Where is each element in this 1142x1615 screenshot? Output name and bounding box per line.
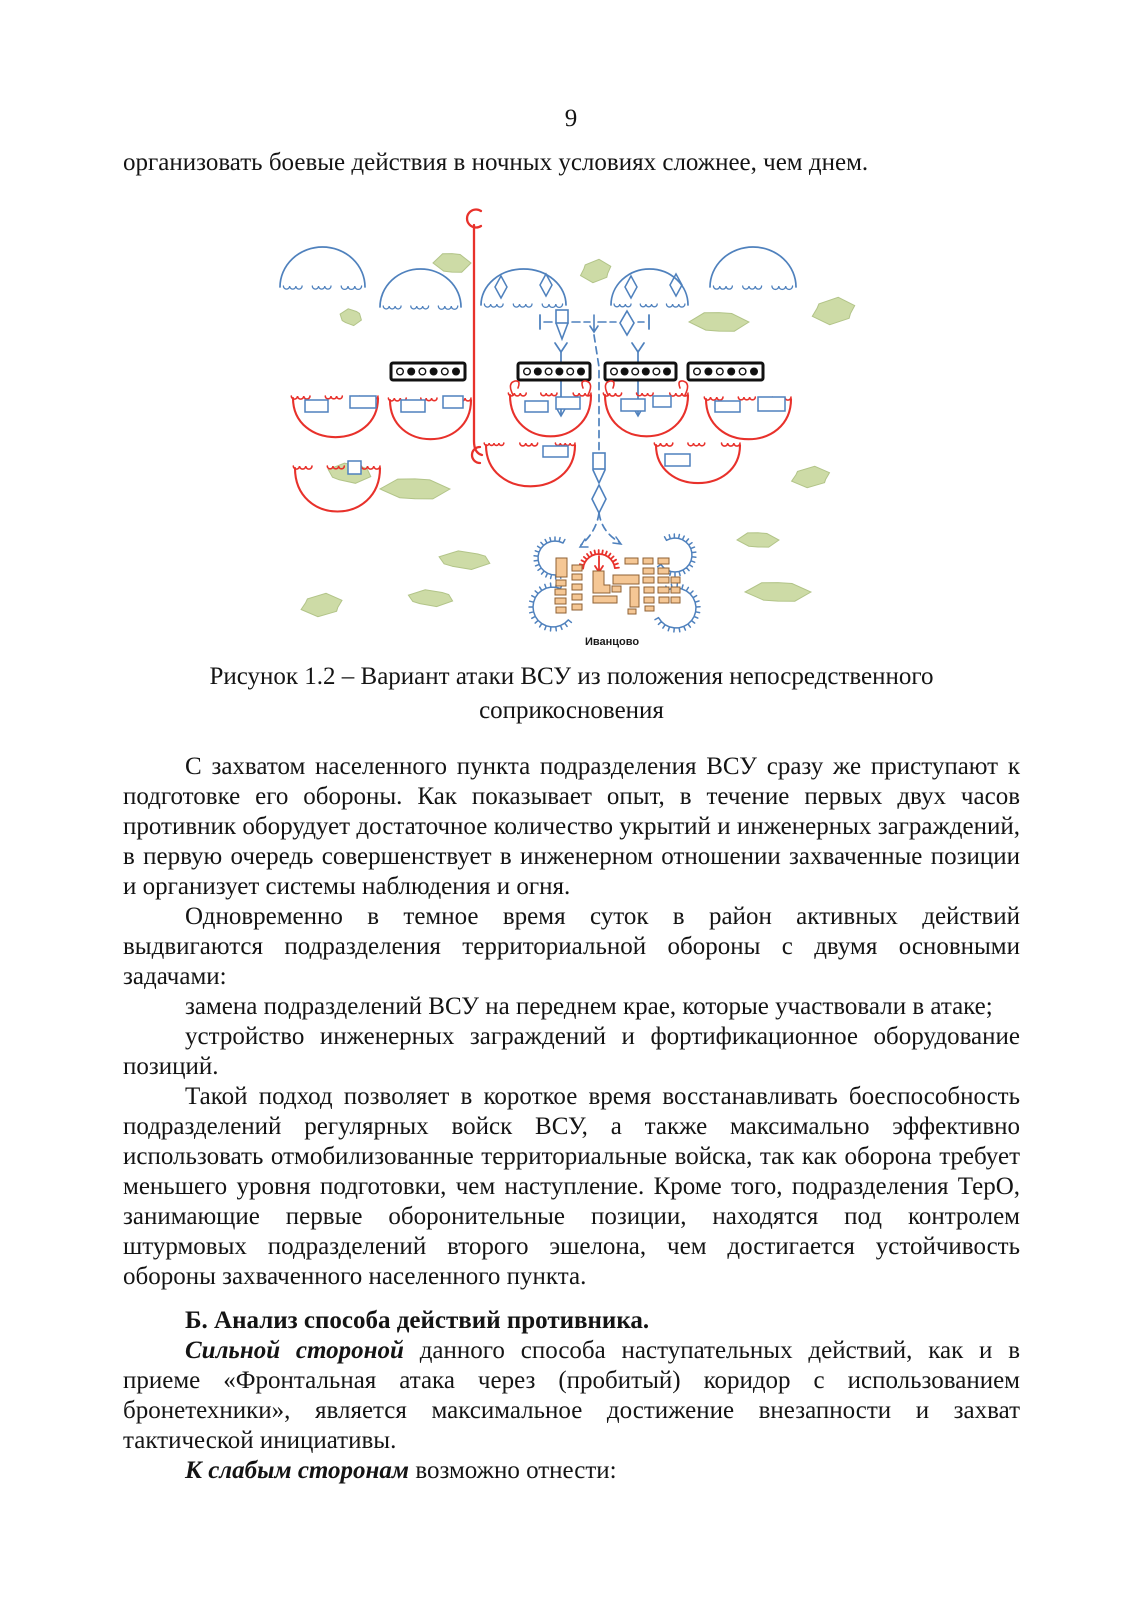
- building: [556, 580, 566, 586]
- column-symbol: [593, 453, 605, 469]
- building: [572, 604, 582, 610]
- vegetation-blob: [380, 479, 450, 499]
- building: [671, 587, 680, 593]
- vegetation-blob: [812, 297, 854, 324]
- building: [645, 606, 654, 611]
- pennant-symbol: [556, 310, 568, 323]
- unit-rectangle: [621, 399, 645, 411]
- building: [556, 558, 567, 577]
- building: [593, 571, 610, 593]
- mine-dot: [705, 368, 712, 375]
- vegetation-blob: [745, 583, 811, 602]
- paragraph: Одновременно в темное время суток в район активных действий выдвигаются подразделения территориальной обороны с двумя основными задачами:: [123, 903, 1020, 990]
- building: [644, 587, 654, 593]
- mine-dot: [739, 368, 746, 375]
- map-graphics: [280, 210, 855, 632]
- front-line: [474, 225, 482, 455]
- building: [658, 577, 669, 583]
- building: [612, 586, 621, 592]
- mine-dot: [535, 368, 542, 375]
- red-arrow: [595, 556, 603, 572]
- building: [671, 597, 680, 603]
- vegetation-blob: [792, 466, 830, 487]
- y-fork-symbol: [555, 343, 567, 352]
- tactical-map-svg: [228, 195, 918, 660]
- building: [572, 574, 582, 580]
- unit-rectangle: [350, 396, 376, 408]
- building: [658, 558, 669, 564]
- strength-rest: данного способа наступательных действий, как и в приеме «Фронтальная атака через (пробитый) коридор с использованием бронетехники», является максимальное достижение внезапности и захват тактической инициативы.: [123, 1337, 1020, 1454]
- body-text: [123, 752, 1020, 1486]
- y-fork-symbol: [632, 343, 644, 352]
- intro-line: организовать боевые действия в ночных условиях сложнее, чем днем.: [123, 149, 869, 176]
- building: [628, 609, 636, 614]
- building: [555, 598, 566, 604]
- mine-dot: [694, 368, 701, 375]
- page-number: 9: [564, 105, 578, 132]
- mine-dot: [653, 368, 660, 375]
- strength-paragraph: [123, 1336, 1020, 1456]
- building: [658, 587, 669, 593]
- building: [658, 568, 669, 574]
- building: [671, 577, 680, 583]
- paragraph: Такой подход позволяет в короткое время восстанавливать боеспособность подразделений регулярных войск ВСУ, а также максимально эффективно использовать отмобилизованные территориальные войска, так как оборона требует меньшего уровня подготовки, чем наступление. Кроме того, подразделения ТерО, занимающие первые оборонительные позиции, находятся под контролем штурмовых подразделений второго эшелона, чем достигается устойчивость обороны захваченного населенного пункта.: [123, 1083, 1020, 1290]
- mine-dot: [578, 368, 585, 375]
- mine-dot: [453, 368, 460, 375]
- mine-dot: [556, 368, 563, 375]
- weakness-lead: К слабым сторонам: [185, 1457, 410, 1484]
- down-arrow-symbol: [590, 315, 598, 332]
- unit-rectangle: [715, 401, 740, 412]
- unit-rectangle: [543, 446, 568, 457]
- building: [644, 597, 654, 603]
- tactical-map-figure: [228, 195, 918, 660]
- building: [593, 596, 617, 603]
- vegetation-blob: [340, 309, 361, 326]
- blue-position-arc: [380, 269, 461, 307]
- building: [643, 577, 654, 583]
- mine-dot: [632, 368, 639, 375]
- building: [572, 565, 582, 571]
- mine-dot: [397, 368, 404, 375]
- weakness-paragraph: [123, 1456, 1020, 1486]
- building: [625, 558, 638, 564]
- mine-dot: [419, 368, 426, 375]
- mine-dot: [430, 368, 437, 375]
- building: [643, 568, 654, 574]
- blue-position-arc: [710, 247, 796, 287]
- unit-rectangle: [665, 454, 690, 466]
- diamond-symbol: [620, 311, 634, 335]
- building: [630, 587, 639, 607]
- diamond-symbol: [592, 485, 606, 513]
- mine-dot: [621, 368, 628, 375]
- blue-position-arc: [481, 269, 566, 305]
- unit-rectangle: [443, 396, 463, 408]
- figure-caption: Рисунок 1.2 – Вариант атаки ВСУ из положения непосредственного соприкосновения: [209, 663, 934, 724]
- mine-dot: [524, 368, 531, 375]
- unit-rectangle: [653, 396, 671, 407]
- front-line-hook-bottom: [472, 447, 480, 463]
- building: [659, 597, 669, 603]
- enemy-position-arc: [605, 395, 688, 436]
- settlement-label: Иванцово: [584, 636, 640, 648]
- mine-dot: [643, 368, 650, 375]
- building: [572, 584, 582, 590]
- unit-rectangle: [758, 397, 785, 411]
- mine-dot: [567, 368, 574, 375]
- paragraph: замена подразделений ВСУ на переднем крае, которые участвовали в атаке;: [185, 993, 993, 1020]
- mine-dot: [408, 368, 415, 375]
- unit-rectangle: [348, 461, 361, 474]
- vegetation-blob: [408, 590, 452, 607]
- building: [613, 575, 639, 584]
- unit-rectangle: [401, 400, 425, 412]
- mine-dot: [611, 368, 618, 375]
- mine-dot: [545, 368, 552, 375]
- unit-rectangle: [525, 401, 548, 412]
- paragraph: устройство инженерных заграждений и фортификационное оборудование позиций.: [123, 1023, 1020, 1080]
- section-heading: Б. Анализ способа действий противника.: [185, 1307, 650, 1334]
- strength-lead: Сильной стороной: [185, 1337, 404, 1364]
- mine-dot: [442, 368, 449, 375]
- mine-dot: [717, 368, 724, 375]
- building: [555, 589, 566, 595]
- unit-rectangle: [305, 400, 328, 412]
- vegetation-blob: [689, 313, 749, 332]
- mine-dot: [728, 368, 735, 375]
- building: [643, 558, 653, 564]
- vegetation-blob: [737, 533, 779, 547]
- building: [572, 594, 582, 600]
- building: [556, 607, 566, 613]
- weakness-rest: возможно отнести:: [409, 1457, 617, 1484]
- vegetation-blob: [581, 259, 611, 282]
- vegetation-blob: [439, 551, 490, 570]
- paragraph: С захватом населенного пункта подразделения ВСУ сразу же приступают к подготовке его обороны. Как показывает опыт, в течение первых двух часов противник оборудует достаточное количество укрытий и инженерных заграждений, в первую очередь совершенствует в инженерном отношении захваченные позиции и организует системы наблюдения и огня.: [123, 753, 1020, 900]
- vegetation-blob: [301, 593, 342, 616]
- blue-position-arc: [280, 247, 365, 287]
- vegetation-blob: [433, 254, 471, 273]
- unit-rectangle: [556, 397, 580, 409]
- mine-dot: [664, 368, 671, 375]
- mine-dot: [751, 368, 758, 375]
